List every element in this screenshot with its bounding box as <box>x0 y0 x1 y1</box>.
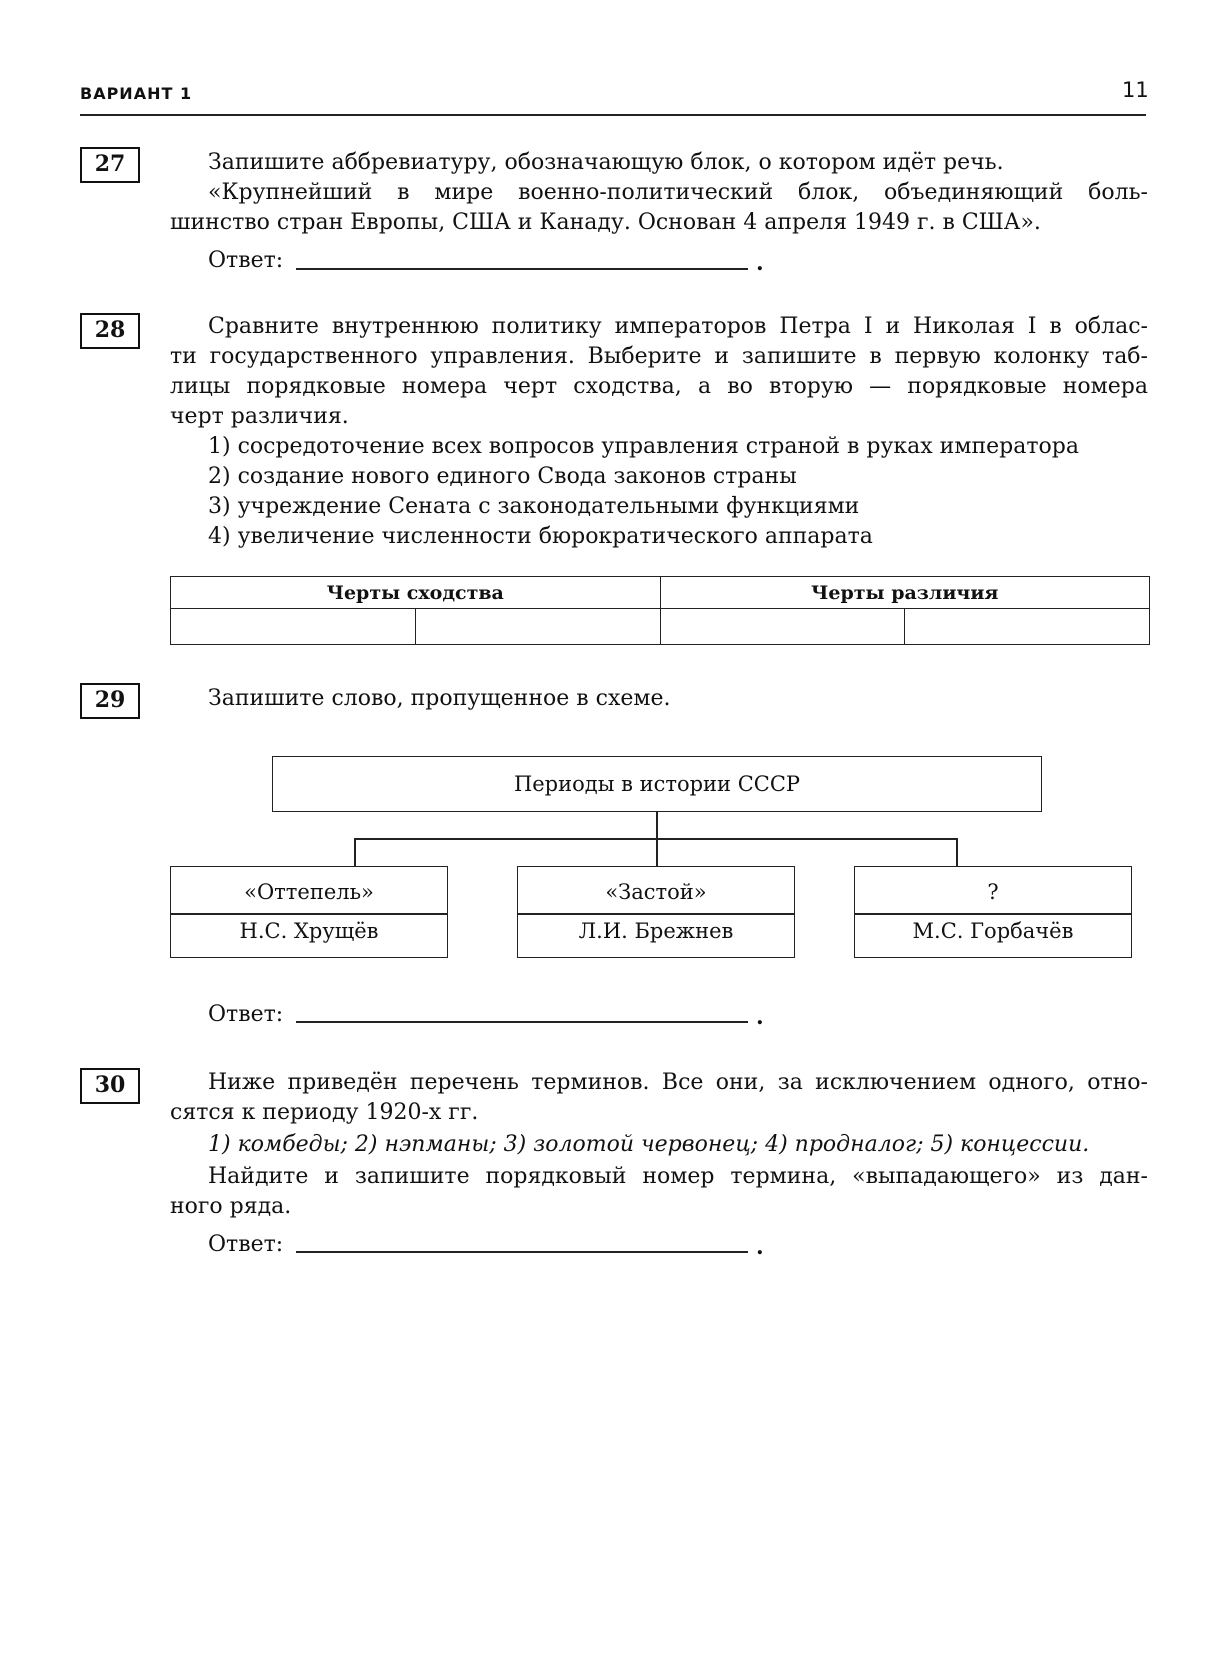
difference-cell-1[interactable] <box>660 609 905 645</box>
header-differences: Черты различия <box>660 577 1150 609</box>
task-29-answer-label: Ответ: <box>208 1002 284 1027</box>
task-30-line-2: сятся к периоду 1920-х гг. <box>170 1100 479 1125</box>
task-30-terms: 1) комбеды; 2) нэпманы; 3) золотой червонец; 4) продналог; 5) концессии. <box>208 1132 1090 1157</box>
task-28-number: 28 <box>80 313 140 349</box>
period-divider <box>171 913 447 915</box>
task-30-answer-dot: . <box>756 1234 764 1260</box>
page-number: 11 <box>1122 78 1149 102</box>
task-27-quote-line-2: шинство стран Европы, США и Канаду. Основан 4 апреля 1949 г. в США». <box>170 210 1041 235</box>
header-divider <box>80 114 1146 116</box>
task-27-answer-dot: . <box>756 250 764 276</box>
period-divider <box>855 913 1131 915</box>
task-28-option-3: 3) учреждение Сената с законодательными функциями <box>208 494 860 519</box>
table-header-row <box>171 577 1150 609</box>
task-29-number: 29 <box>80 683 140 719</box>
period-divider <box>518 913 794 915</box>
task-27-quote-line-1: «Крупнейший в мире военно-политический блок, объединяющий боль- <box>208 180 1148 205</box>
scheme-connector-trunk <box>656 812 658 868</box>
task-27-answer-label: Ответ: <box>208 248 284 273</box>
period-name: «Оттепель» <box>244 880 374 904</box>
variant-title: ВАРИАНТ 1 <box>80 84 193 103</box>
task-27-number: 27 <box>80 147 140 183</box>
period-name: «Застой» <box>605 880 707 904</box>
task-29-answer-line[interactable] <box>296 1021 748 1023</box>
period-name-missing: ? <box>987 880 999 904</box>
task-28-line-2: ти государственного управления. Выберите и запишите в первую колонку таб- <box>170 344 1148 369</box>
task-27-instruction: Запишите аббревиатуру, обозначающую блок, о котором идёт речь. <box>208 150 1004 175</box>
header-similarities: Черты сходства <box>171 577 661 609</box>
scheme-connector-left <box>354 838 356 868</box>
task-30-answer-line[interactable] <box>296 1251 748 1253</box>
task-28-option-1: 1) сосредоточение всех вопросов управления страной в руках императора <box>208 434 1079 459</box>
task-29-instruction: Запишите слово, пропущенное в схеме. <box>208 686 671 711</box>
task-28-line-3: лицы порядковые номера черт сходства, а во вторую — порядковые номера <box>170 374 1148 399</box>
task-30-line-1: Ниже приведён перечень терминов. Все они, за исключением одного, отно- <box>208 1070 1148 1095</box>
task-30-number: 30 <box>80 1068 140 1104</box>
task-30-question-line-2: ного ряда. <box>170 1194 292 1219</box>
task-28-line-1: Сравните внутреннюю политику императоров Петра I и Николая I в облас- <box>208 314 1148 339</box>
task-29-answer-dot: . <box>756 1004 764 1030</box>
difference-cell-2[interactable] <box>905 609 1150 645</box>
period-box-thaw <box>170 866 448 958</box>
table-answer-row <box>171 609 1150 645</box>
scheme-connector-bar <box>354 838 958 840</box>
task-30-answer-label: Ответ: <box>208 1232 284 1257</box>
scheme-title: Периоды в истории СССР <box>513 772 801 796</box>
task-28-option-2: 2) создание нового единого Свода законов страны <box>208 464 797 489</box>
task-27-answer-line[interactable] <box>296 268 748 270</box>
period-box-unknown <box>854 866 1132 958</box>
similarity-cell-1[interactable] <box>171 609 416 645</box>
task-28-line-4: черт различия. <box>170 404 349 429</box>
period-leader: Л.И. Брежнев <box>578 919 734 943</box>
scheme-title-box <box>272 756 1042 812</box>
period-leader: М.С. Горбачёв <box>912 919 1074 943</box>
task-28-option-4: 4) увеличение численности бюрократического аппарата <box>208 524 873 549</box>
scheme-connector-right <box>956 838 958 868</box>
period-leader: Н.С. Хрущёв <box>239 919 379 943</box>
similarity-cell-2[interactable] <box>415 609 660 645</box>
task-30-question-line-1: Найдите и запишите порядковый номер термина, «выпадающего» из дан- <box>208 1164 1148 1189</box>
task-28-answer-table <box>170 576 1150 645</box>
period-box-stagnation <box>517 866 795 958</box>
